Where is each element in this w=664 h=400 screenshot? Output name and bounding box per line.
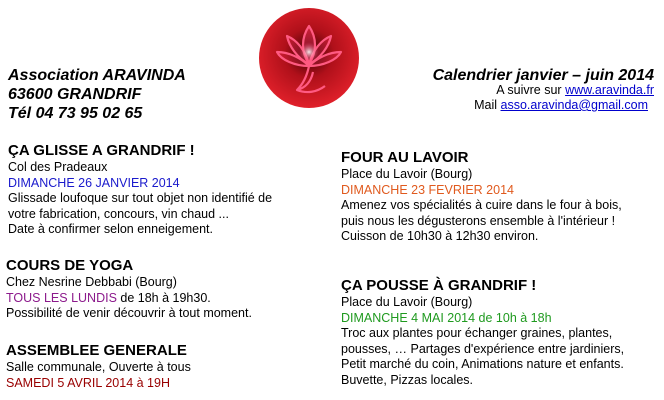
association-phone: Tél 04 73 95 02 65 xyxy=(8,105,143,122)
calendar-title: Calendrier janvier – juin 2014 xyxy=(432,67,654,84)
event-desc-line: Cuisson de 10h30 à 12h30 environ. xyxy=(341,229,539,243)
event-desc-line: Petit marché du coin, Animations nature et enfants. xyxy=(341,357,624,371)
event-place: Place du Lavoir (Bourg) xyxy=(341,167,473,181)
mail-line xyxy=(474,98,648,114)
event-desc-line: Possibilité de venir découvrir à tout moment. xyxy=(6,306,252,320)
association-city: 63600 GRANDRIF xyxy=(8,86,142,103)
event-desc-line: Amenez vos spécialités à cuire dans le four à bois, xyxy=(341,198,622,212)
aravinda-logo xyxy=(257,6,361,110)
event-desc-line: Glissade loufoque sur tout objet non identifié de xyxy=(8,191,273,205)
event-date: DIMANCHE 4 MAI 2014 de 10h à 18h xyxy=(341,310,552,325)
lotus-icon xyxy=(257,6,361,110)
event-assemblee-generale xyxy=(6,342,191,391)
event-title: ÇA POUSSE À GRANDRIF ! xyxy=(341,277,537,294)
event-desc-line: Buvette, Pizzas locales. xyxy=(341,372,474,387)
event-desc-line: puis nous les dégusterons ensemble à l'intérieur ! xyxy=(341,213,616,228)
event-date-suffix: de 18h à 19h30. xyxy=(116,290,211,305)
event-cours-yoga xyxy=(6,257,252,322)
event-four-au-lavoir xyxy=(341,149,622,245)
event-ca-pousse xyxy=(341,277,624,388)
event-date: DIMANCHE 26 JANVIER 2014 xyxy=(8,175,180,190)
event-date-line xyxy=(6,291,252,307)
event-place: Salle communale, Ouverte à tous xyxy=(6,360,191,374)
event-place: Place du Lavoir (Bourg) xyxy=(341,295,473,309)
email-link[interactable]: asso.aravinda@gmail.com xyxy=(500,98,648,112)
follow-prefix: A suivre sur xyxy=(496,83,566,97)
event-date: DIMANCHE 23 FEVRIER 2014 xyxy=(341,182,514,197)
event-date: SAMEDI 5 AVRIL 2014 à 19H xyxy=(6,375,170,390)
event-date: TOUS LES LUNDIS xyxy=(6,290,117,305)
website-link[interactable]: www.aravinda.fr xyxy=(565,83,654,97)
event-ca-glisse xyxy=(8,142,272,238)
event-title: COURS DE YOGA xyxy=(6,257,134,274)
event-place: Col des Pradeaux xyxy=(8,160,108,174)
event-place: Chez Nesrine Debbabi (Bourg) xyxy=(6,275,177,289)
event-title: ÇA GLISSE A GRANDRIF ! xyxy=(8,142,195,159)
event-desc-line: Date à confirmer selon enneigement. xyxy=(8,222,213,236)
event-title: FOUR AU LAVOIR xyxy=(341,149,469,166)
follow-line xyxy=(496,83,654,99)
event-desc-line: Troc aux plantes pour échanger graines, plantes, xyxy=(341,326,613,340)
association-name: Association ARAVINDA xyxy=(8,67,186,84)
event-desc-line: pousses, … Partages d'expérience entre jardiniers, xyxy=(341,341,625,356)
mail-prefix: Mail xyxy=(474,98,501,112)
event-title: ASSEMBLEE GENERALE xyxy=(6,342,187,359)
event-desc-line: votre fabrication, concours, vin chaud ... xyxy=(8,206,229,221)
